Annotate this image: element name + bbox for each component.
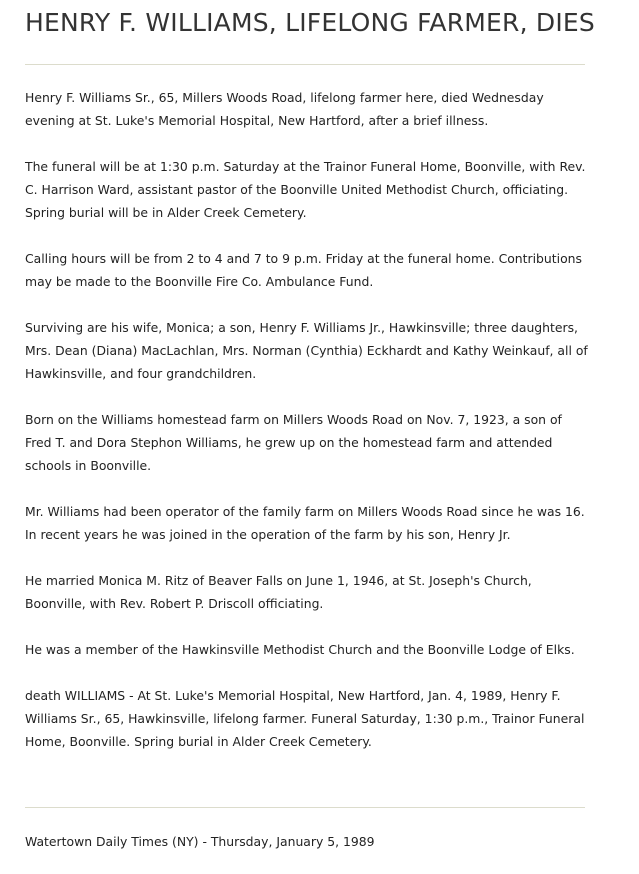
- paragraph: Henry F. Williams Sr., 65, Millers Woods Road, lifelong farmer here, died Wednesday evening at St. Luke's Memorial Hospital, New Hartford, after a brief illness.: [25, 90, 544, 128]
- paragraph: Surviving are his wife, Monica; a son, Henry F. Williams Jr., Hawkinsville; three daughters, Mrs. Dean (Diana) MacLachlan, Mrs. Norman (Cynthia) Eckhardt and Kathy Weinkauf, all of Hawkinsville, and four grandchildren.: [25, 320, 588, 381]
- source-citation: Watertown Daily Times (NY) - Thursday, January 5, 1989: [25, 834, 375, 849]
- paragraph: He was a member of the Hawkinsville Methodist Church and the Boonville Lodge of Elks.: [25, 642, 575, 657]
- paragraph: He married Monica M. Ritz of Beaver Falls on June 1, 1946, at St. Joseph's Church, Boonville, with Rev. Robert P. Driscoll officiating.: [25, 573, 532, 611]
- paragraph: Calling hours will be from 2 to 4 and 7 to 9 p.m. Friday at the funeral home. Contributions may be made to the Boonville Fire Co. Ambulance Fund.: [25, 251, 582, 289]
- paragraph: Born on the Williams homestead farm on Millers Woods Road on Nov. 7, 1923, a son of Fred T. and Dora Stephon Williams, he grew up on the homestead farm and attended schools in Boonville.: [25, 412, 562, 473]
- paragraph: Mr. Williams had been operator of the family farm on Millers Woods Road since he was 16. In recent years he was joined in the operation of the farm by his son, Henry Jr.: [25, 504, 585, 542]
- paragraph: The funeral will be at 1:30 p.m. Saturday at the Trainor Funeral Home, Boonville, with Rev. C. Harrison Ward, assistant pastor of the Boonville United Methodist Church, officiating. Spring burial will be in Alder Creek Cemetery.: [25, 159, 586, 220]
- top-divider: [25, 64, 585, 65]
- article-body: [25, 86, 590, 776]
- bottom-divider: [25, 807, 585, 808]
- paragraph: death WILLIAMS - At St. Luke's Memorial Hospital, New Hartford, Jan. 4, 1989, Henry F. Williams Sr., 65, Hawkinsville, lifelong farmer. Funeral Saturday, 1:30 p.m., Trainor Funeral Home, Boonville. Spring burial in Alder Creek Cemetery.: [25, 688, 585, 749]
- headline: HENRY F. WILLIAMS, LIFELONG FARMER, DIES: [25, 8, 595, 37]
